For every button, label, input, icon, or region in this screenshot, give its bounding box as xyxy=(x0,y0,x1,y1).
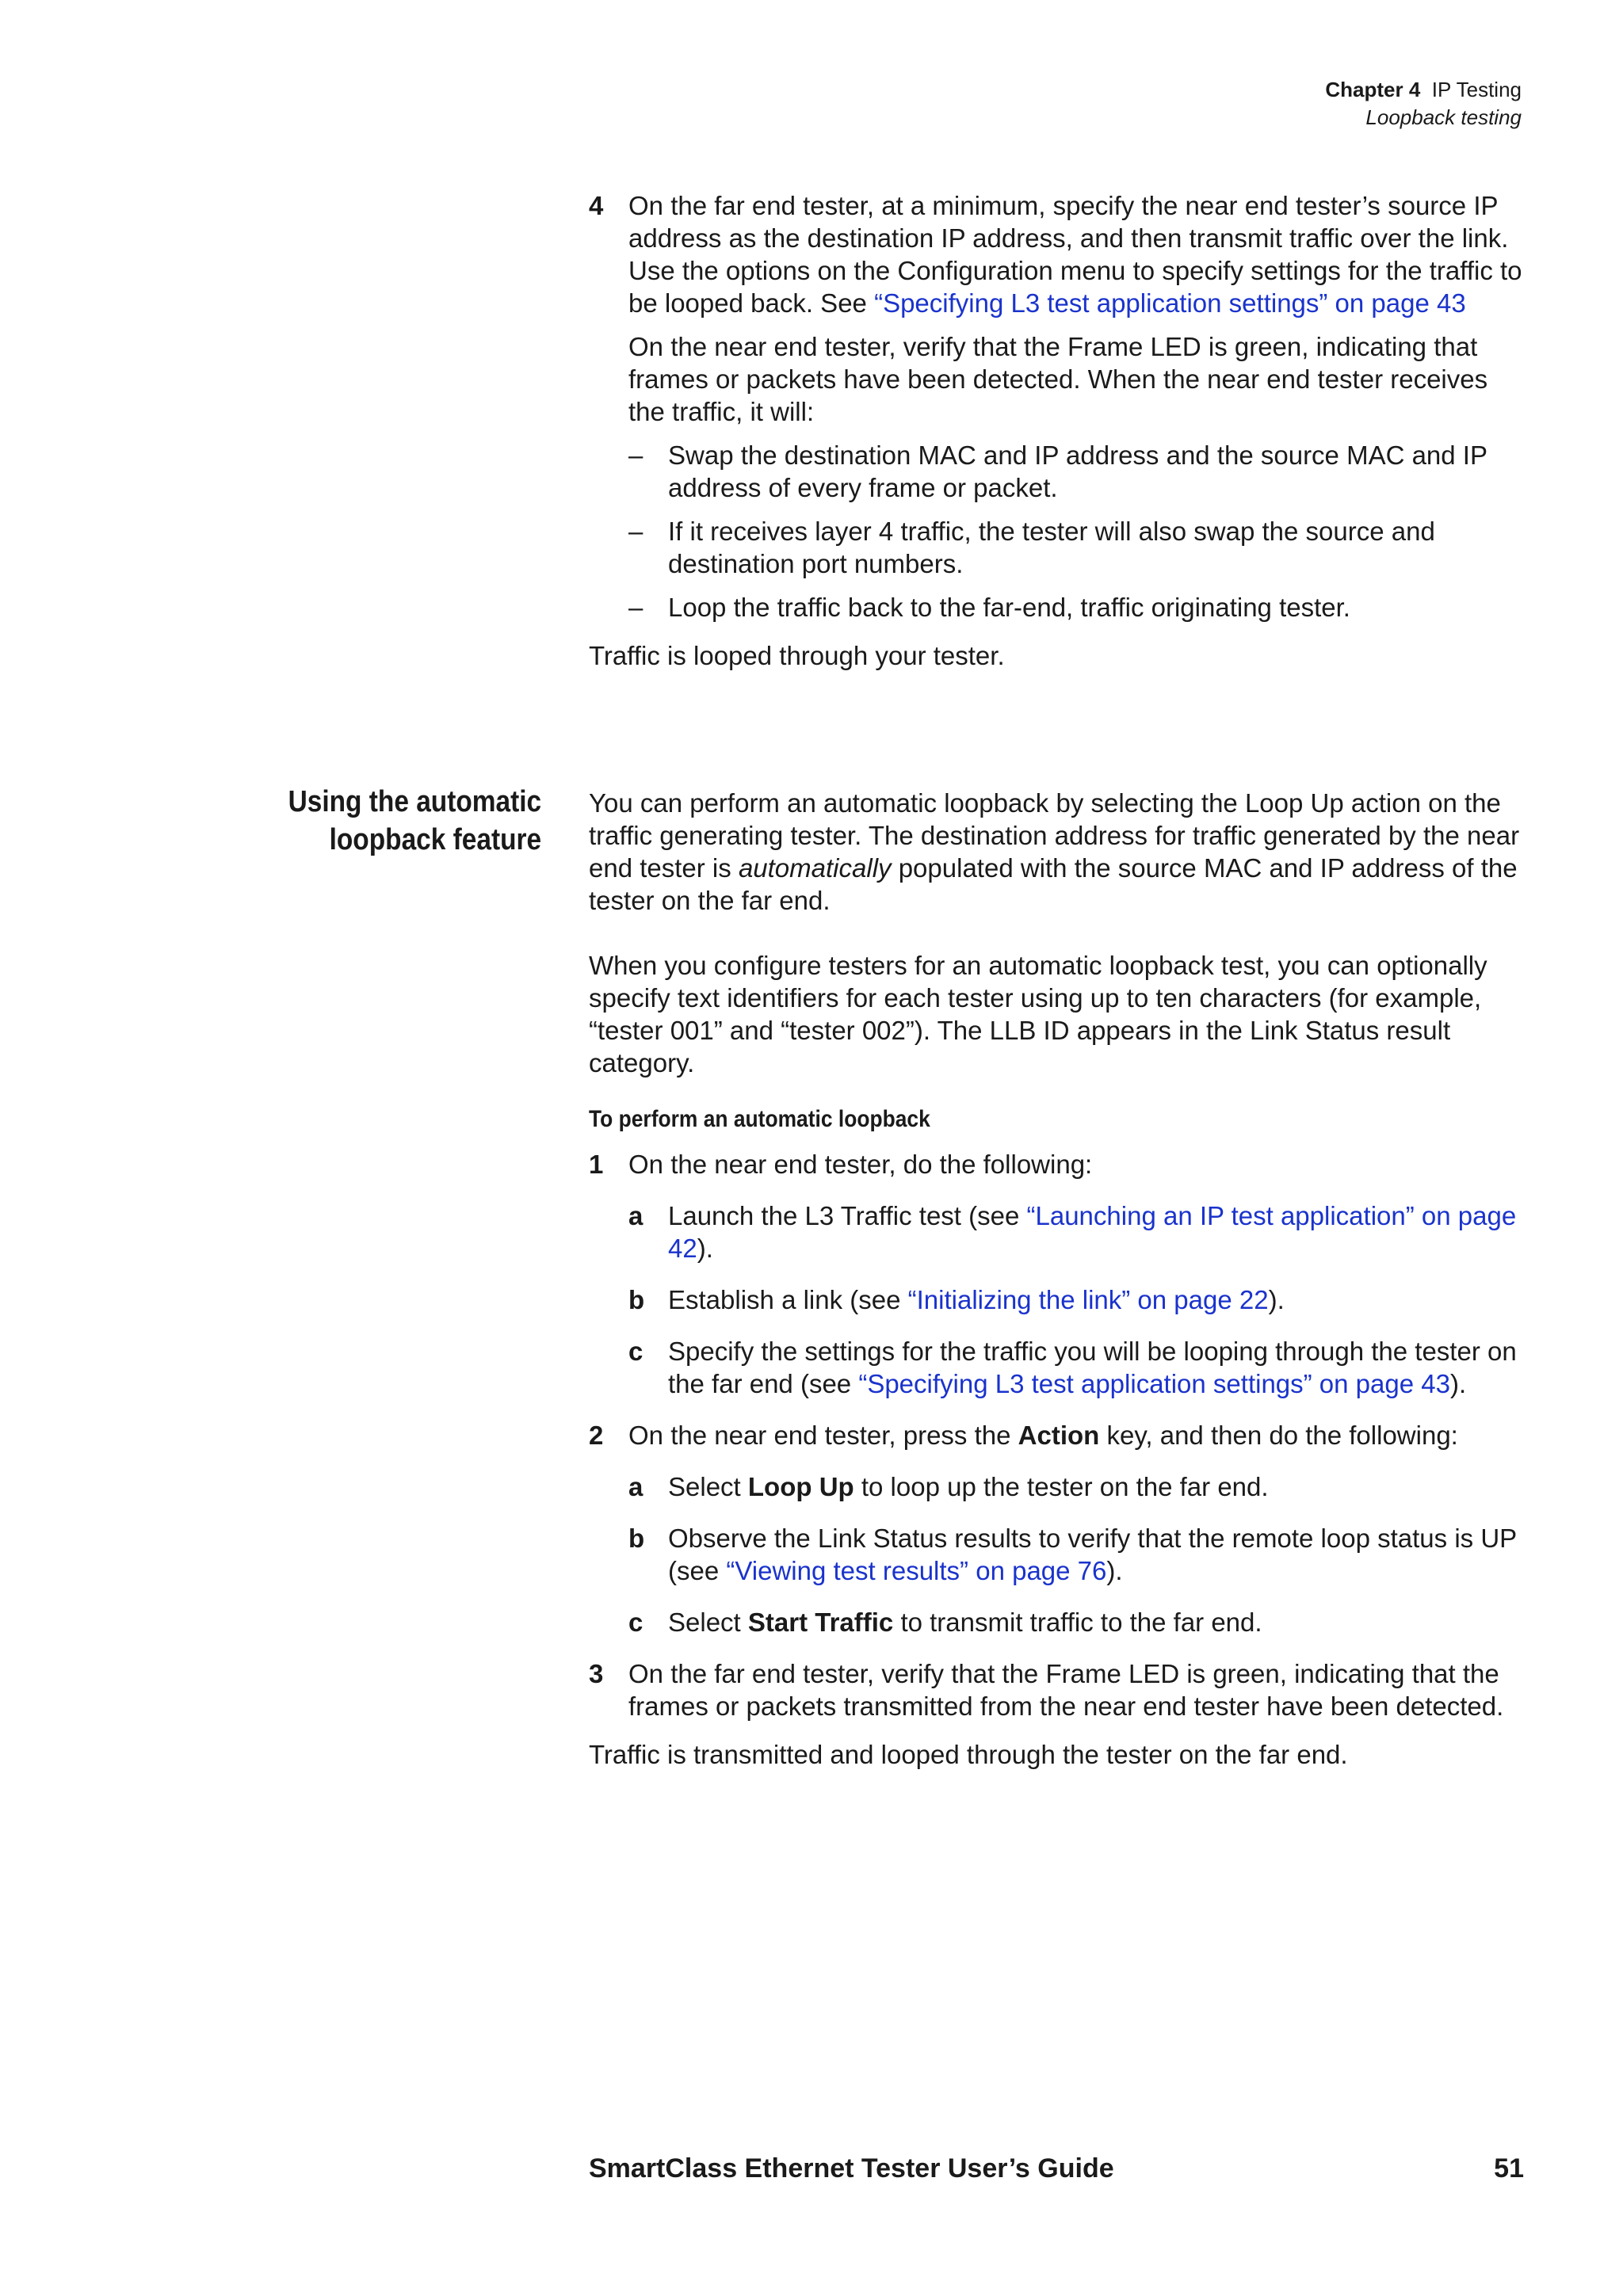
page-footer xyxy=(589,2152,1524,2185)
step-2b: b Observe the Link Status results to verify that the remote loop status is UP (see “Viewing test results” on page 76). xyxy=(628,1524,1517,1585)
step-number: 4 xyxy=(589,191,604,220)
section-heading: Using the automatic loopback feature xyxy=(288,785,541,856)
step-1c: c Specify the settings for the traffic you will be looping through the tester on the far end (see “Specifying L3 test application settings” on page 43). xyxy=(628,1337,1517,1398)
step-4-note: On the near end tester, verify that the Frame LED is green, indicating that frames or packets have been detected. When the near end tester receives the traffic, it will: xyxy=(628,332,1488,426)
step-2a: a Select Loop Up to loop up the tester on the far end. xyxy=(628,1472,1269,1501)
step-1a: a Launch the L3 Traffic test (see “Launching an IP test application” on page 42). xyxy=(628,1201,1517,1263)
bullet-layer4: – If it receives layer 4 traffic, the tester will also swap the source and destination port numbers. xyxy=(628,517,1435,578)
link-viewing-results[interactable]: “Viewing test results” on page 76 xyxy=(726,1556,1107,1585)
chapter-title: IP Testing xyxy=(1431,78,1522,101)
section-result: Traffic is transmitted and looped through the tester on the far end. xyxy=(589,1740,1348,1769)
link-l3-settings-2[interactable]: “Specifying L3 test application settings” on page 43 xyxy=(858,1369,1450,1398)
section-title: Loopback testing xyxy=(1365,105,1522,129)
step-1b: b Establish a link (see “Initializing the link” on page 22). xyxy=(628,1285,1285,1314)
step-4-block xyxy=(589,189,1524,672)
step-2: 2 On the near end tester, press the Action key, and then do the following: a Select Loop Up to loop up the tester on the far end. b Observe the Link Status results to verify that the remote loop status is UP (see “Viewing test results” on page 76). c Select Start Traffic to transmit traffic to the far end. xyxy=(589,1419,1524,1638)
step-2c: c Select Start Traffic to transmit traffic to the far end. xyxy=(628,1608,1262,1637)
running-header xyxy=(1325,76,1522,132)
intro-paragraph: You can perform an automatic loopback by selecting the Loop Up action on the traffic generating tester. The destination address for traffic generated by the near end tester is automatically populated with the source MAC and IP address of the tester on the far end. xyxy=(589,788,1520,915)
link-l3-settings[interactable]: “Specifying L3 test application settings” on page 43 xyxy=(874,288,1466,318)
step-3: 3 On the far end tester, verify that the Frame LED is green, indicating that the frames or packets transmitted from the near end tester have been detected. xyxy=(589,1659,1504,1721)
link-initializing-link[interactable]: “Initializing the link” on page 22 xyxy=(907,1285,1269,1314)
step-4-text: On the far end tester, at a minimum, specify the near end tester’s source IP address as the destination IP address, and then transmit traffic over the link. Use the options on the Configuration menu to specify settings for the traffic to be looped back. See “Specifying L3 test application settings” on page 43 xyxy=(628,191,1522,318)
result-text: Traffic is looped through your tester. xyxy=(589,641,1005,670)
bullet-swap: – Swap the destination MAC and IP address and the source MAC and IP address of every frame or packet. xyxy=(628,441,1487,502)
section-body xyxy=(589,787,1524,1771)
link-launching-ip-test[interactable]: “Launching an IP test application” on page 42 xyxy=(668,1201,1517,1263)
step-1: 1 On the near end tester, do the following: a Launch the L3 Traffic test (see “Launching an IP test application” on page 42). b Establish a link (see “Initializing the link” on page 22). c Specify the settings for the traffic you will be looping through the tester on the far end (see “Specifying L3 test application settings” on page 43). xyxy=(589,1148,1524,1400)
footer-title: SmartClass Ethernet Tester User’s Guide xyxy=(589,2153,1114,2183)
page-number: 51 xyxy=(1494,2153,1524,2183)
step-4 xyxy=(589,189,1524,624)
procedure-title: To perform an automatic loopback xyxy=(589,1106,930,1132)
bullet-loop: – Loop the traffic back to the far-end, traffic originating tester. xyxy=(628,593,1350,622)
chapter-label: Chapter 4 xyxy=(1325,78,1421,101)
intro-paragraph-2: When you configure testers for an automatic loopback test, you can optionally specify text identifiers for each tester using up to ten characters (for example, “tester 001” and “tester 002”). The LLB ID appears in the Link Status result category. xyxy=(589,951,1487,1077)
